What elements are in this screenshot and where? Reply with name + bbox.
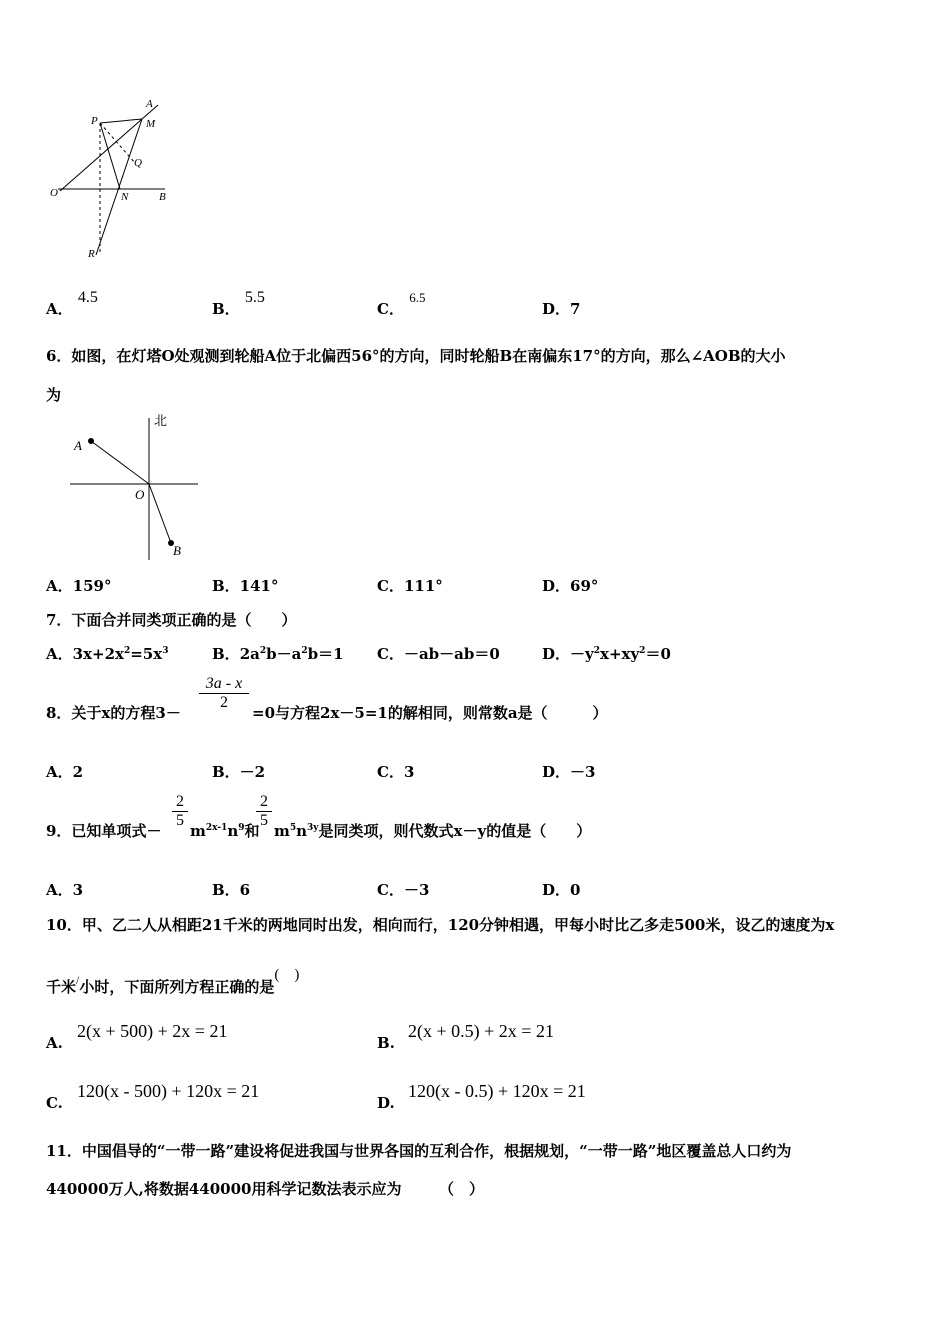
q10-option-c-equation: 120(x - 500) + 120x = 21 — [77, 1081, 260, 1101]
q9-monomial-1: $m^{2x-1}n^9$和 — [190, 822, 260, 840]
q6-option-d: D．69° — [542, 577, 599, 595]
q5-label-p: P — [91, 115, 98, 127]
q9-option-a: A．3 — [46, 881, 84, 899]
q10-option-a-letter: A. — [46, 1034, 63, 1052]
q6-option-a: A．159° — [46, 577, 112, 595]
q8-stem-prefix: 8．关于x的方程3－ — [46, 704, 181, 722]
q10-option-b-equation: 2(x + 0.5) + 2x = 21 — [408, 1021, 554, 1041]
q7-option-b: B．$2a^2b-a^2b=1$ — [212, 645, 344, 663]
q9-fraction-2: $\frac{2}{5}$ — [256, 793, 272, 830]
q6-label-north: 北 — [154, 414, 168, 429]
q10-answer-paren: ( ) — [274, 967, 300, 983]
q7-option-c: C．－ab－ab＝0 — [377, 645, 500, 663]
q10-stem-line2: 千米/小时，下面所列方程正确的是( ) — [46, 967, 300, 996]
q8-option-d: D．－3 — [542, 763, 596, 781]
q6-stem-line2: 为 — [46, 386, 62, 404]
q10-stem-line1: 10．甲、乙二人从相距21千米的两地同时出发，相向而行，120分钟相遇，甲每小时比乙多走500米，设乙的速度为x — [46, 916, 835, 934]
q10-option-b-letter: B. — [377, 1034, 395, 1052]
q5-label-b: B — [159, 191, 166, 203]
q5-label-m: M — [146, 118, 156, 130]
q6-label-a: A — [74, 438, 82, 453]
q10-option-a-equation: 2(x + 500) + 2x = 21 — [77, 1021, 228, 1041]
q11-stem-line1: 11．中国倡导的“一带一路”建设将促进我国与世界各国的互利合作，根据规划，“一带一路”地区覆盖总人口约为 — [46, 1142, 792, 1160]
q9-option-b: B．6 — [212, 881, 251, 899]
q5-label-r: R — [88, 248, 95, 260]
q5-label-a: A — [146, 98, 153, 110]
q8-fraction-numerator: 3a - x — [205, 675, 243, 692]
q5-label-n: N — [121, 191, 129, 203]
q5-geometry-diagram — [40, 95, 180, 265]
q8-stem-suffix: =0与方程2x－5=1的解相同，则常数a是（ ） — [252, 704, 608, 722]
q5-option-a: A． 4.5 — [46, 289, 98, 318]
q6-option-b: B．141° — [212, 577, 279, 595]
q6-direction-diagram — [66, 410, 206, 565]
q9-option-d: D．0 — [542, 881, 581, 899]
q8-fraction-denominator: 2 — [199, 693, 249, 712]
q6-label-b: B — [173, 543, 181, 558]
q7-option-a: A．$3x+2x^2=5x^3$ — [46, 645, 169, 663]
q10-option-d-equation: 120(x - 0.5) + 120x = 21 — [408, 1081, 586, 1101]
q5-label-o: O — [50, 187, 58, 199]
q5-option-b: B． 5.5 — [212, 289, 265, 318]
q9-stem-prefix: 9．已知单项式－ — [46, 822, 162, 840]
q8-option-a: A．2 — [46, 763, 84, 781]
q6-label-o: O — [135, 487, 145, 502]
q9-option-c: C．－3 — [377, 881, 430, 899]
q10-option-d-letter: D. — [377, 1094, 395, 1112]
q8-option-b: B．－2 — [212, 763, 266, 781]
q5-label-q: Q — [134, 157, 142, 169]
q10-option-c-letter: C. — [46, 1094, 63, 1112]
q7-option-d: D．$-y^2x+xy^2=0$ — [542, 645, 671, 663]
q5-option-d: D．7 — [542, 300, 581, 318]
q8-option-c: C．3 — [377, 763, 415, 781]
q7-stem: 7．下面合并同类项正确的是（ ） — [46, 611, 297, 629]
q6-option-c: C．111° — [377, 577, 443, 595]
q6-stem-line1: 6．如图，在灯塔O处观测到轮船A位于北偏西56°的方向，同时轮船B在南偏东17°的方向，那么∠AOB的大小 — [46, 347, 786, 365]
q9-fraction-1: $\frac{2}{5}$ — [172, 793, 188, 830]
q9-monomial-2: $m^5n^{3y}$是同类项，则代数式x－y的值是（ ） — [274, 822, 592, 840]
q5-option-c: C． 6.5 — [377, 290, 426, 318]
q11-stem-line2: 440000万人,将数据440000用科学记数法表示应为 （ ） — [46, 1180, 484, 1198]
q8-fraction — [199, 675, 249, 712]
